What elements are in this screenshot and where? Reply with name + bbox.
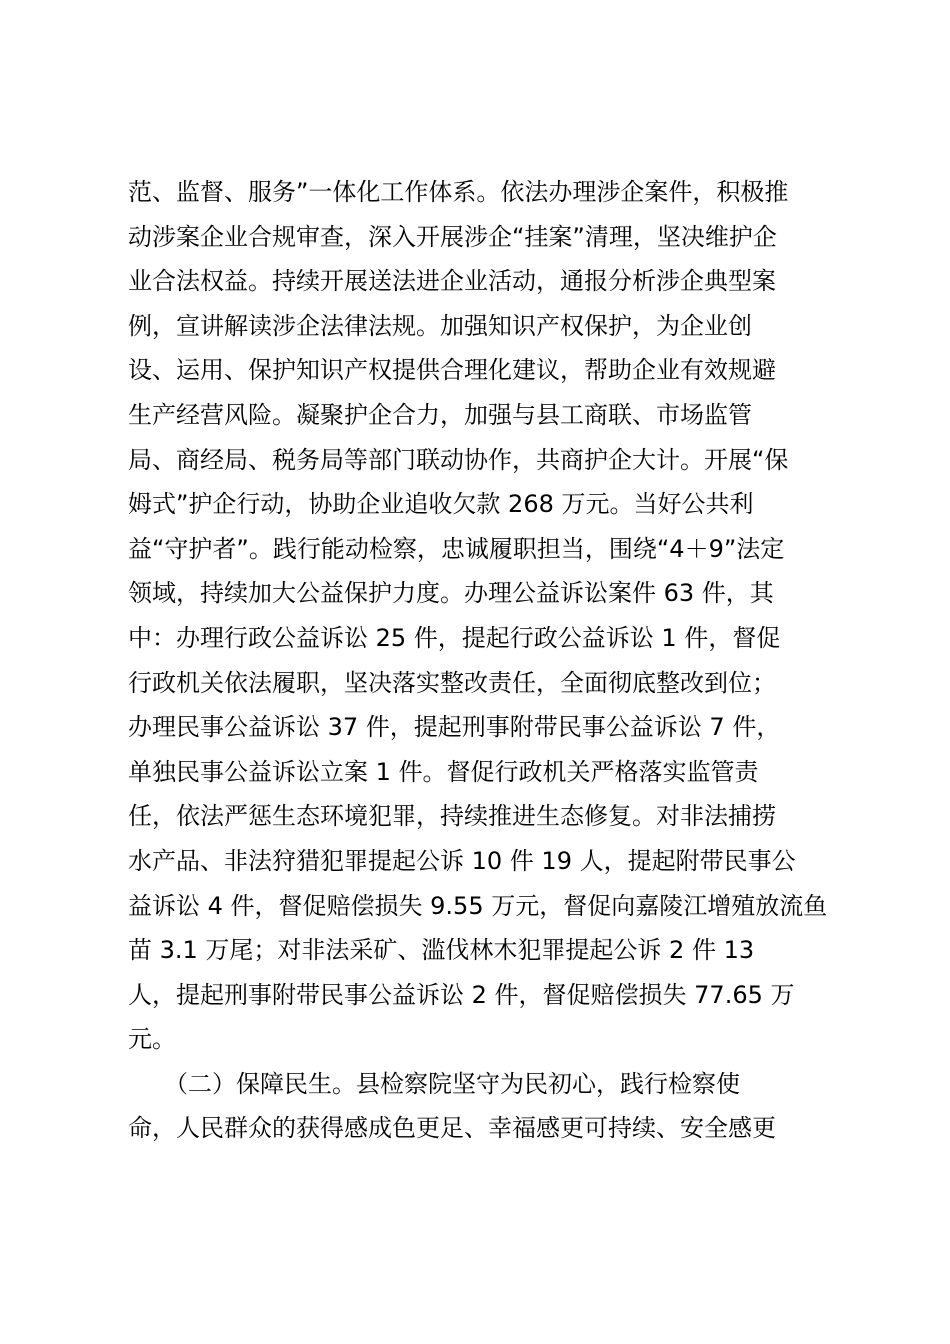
text-line: 生产经营风险。凝聚护企合力，加强与县工商联、市场监管 [128, 400, 752, 429]
text-line: 人，提起刑事附带民事公益诉讼 2 件，督促赔偿损失 77.65 万 [128, 980, 795, 1009]
text-line: 中：办理行政公益诉讼 25 件，提起行政公益诉讼 1 件，督促 [128, 623, 781, 652]
text-line: 益“守护者”。践行能动检察，忠诚履职担当，围绕“4＋9”法定 [128, 534, 785, 563]
text-line: 苗 3.1 万尾；对非法采矿、滥伐林木犯罪提起公诉 2 件 13 [128, 936, 755, 965]
text-line: 局、商经局、税务局等部门联动协作，共商护企大计。开展“保 [128, 445, 789, 474]
text-line: 范、监督、服务”一体化工作体系。依法办理涉企案件，积极推 [128, 178, 789, 206]
text-line: 水产品、非法狩猎犯罪提起公诉 10 件 19 人，提起附带民事公 [128, 846, 796, 875]
text-line: 任，依法严惩生态环境犯罪，持续推进生态修复。对非法捕捞 [128, 802, 776, 831]
text-line: 益诉讼 4 件，督促赔偿损失 9.55 万元，督促向嘉陵江增殖放流鱼 [128, 891, 828, 920]
body-text [128, 170, 838, 1151]
text-line: 单独民事公益诉讼立案 1 件。督促行政机关严格落实监管责 [128, 757, 759, 786]
text-line: 命，人民群众的获得感成色更足、幸福感更可持续、安全感更 [128, 1114, 776, 1143]
section-heading-line: （二）保障民生。县检察院坚守为民初心，践行检察使 [128, 1069, 740, 1098]
text-line: 领域，持续加大公益保护力度。办理公益诉讼案件 63 件，其 [128, 579, 774, 608]
text-line: 姆式”护企行动，协助企业追收欠款 268 万元。当好公共利 [128, 490, 754, 519]
text-line: 办理民事公益诉讼 37 件，提起刑事附带民事公益诉讼 7 件， [128, 713, 781, 742]
text-line: 元。 [128, 1025, 176, 1054]
text-line: 行政机关依法履职，坚决落实整改责任，全面彻底整改到位； [128, 668, 776, 697]
text-line: 例，宣讲解读涉企法律法规。加强知识产权保护，为企业创 [128, 311, 752, 340]
text-line: 设、运用、保护知识产权提供合理化建议，帮助企业有效规避 [128, 356, 776, 385]
text-line: 业合法权益。持续开展送法进企业活动，通报分析涉企典型案 [128, 267, 776, 296]
text-line: 动涉案企业合规审查，深入开展涉企“挂案”清理，坚决维护企 [128, 222, 777, 251]
